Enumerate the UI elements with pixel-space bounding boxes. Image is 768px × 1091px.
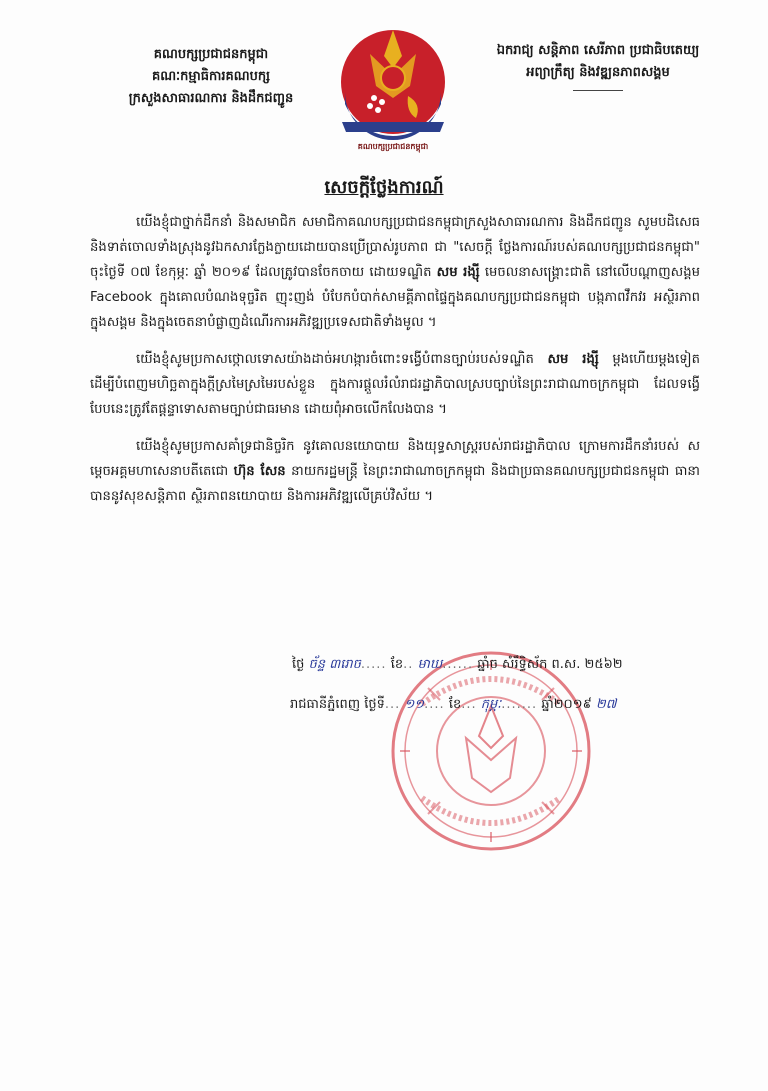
solar-month-label: ខែ <box>448 697 462 712</box>
statement-body <box>90 210 700 521</box>
header-left <box>96 44 326 110</box>
handwritten-initial: ២៧ <box>595 697 617 712</box>
p2-text-a: យើងខ្ញុំសូមប្រកាសថ្កោលទោសយ៉ាងដាច់អហង្ការចំពោះទង្វើបំពានច្បាប់របស់ទណ្ឌិត <box>136 352 548 367</box>
official-party-seal-stamp-icon <box>388 648 594 854</box>
lunar-day-value: ច័ន្ទ ៣រោច <box>308 657 361 672</box>
header-right-line2: អព្យាក្រឹត្យ និងវឌ្ឍនភាពសង្គម <box>526 65 670 80</box>
p1-name-bold: សម រង្ស៊ី <box>436 265 480 280</box>
header-right <box>448 40 748 91</box>
cpp-party-emblem-icon <box>336 26 450 142</box>
paragraph-3 <box>90 434 700 509</box>
lunar-month-label: ខែ <box>390 657 404 672</box>
document-title: សេចក្តីថ្លែងការណ៍ <box>324 177 444 198</box>
lunar-date-line: ថ្ងៃ ច័ន្ទ ៣រោច..... ខែ.. មាឃ...... ឆ្នាំច សំរឹទ្ធិស័ក ព.ស. ២៥៦២ <box>292 657 623 672</box>
header-left-line1: គណបក្សប្រជាជនកម្ពុជា <box>153 47 269 62</box>
header-left-line3: ក្រសួងសាធារណការ និងដឹកជញ្ជូន <box>128 91 294 106</box>
header-right-line1: ឯករាជ្យ សន្តិភាព សេរីភាព ប្រជាធិបតេយ្យ <box>496 43 700 58</box>
p3-text-a: យើងខ្ញុំសូមប្រកាសគាំទ្រជានិច្ចរិក នូវគោលនយោបាយ និងយុទ្ធសាស្ត្ររបស់រាជរដ្ឋាភិបាល ក្រោមការដឹកនាំរបស់ សម្តេចអគ្គមហាសេនាបតីតេជោ <box>90 439 700 479</box>
lunar-day-label: ថ្ងៃ <box>292 657 305 672</box>
solar-place-label: រាជធានីភ្នំពេញ ថ្ងៃទី <box>290 697 385 712</box>
logo-caption: គណបក្សប្រជាជនកម្ពុជា <box>357 142 429 151</box>
paragraph-1 <box>90 210 700 335</box>
p1-text-a: យើងខ្ញុំជាថ្នាក់ដឹកនាំ និងសមាជិក សមាជិកាគណបក្សប្រជាជនកម្ពុជាក្រសួងសាធារណការ និងដឹកជញ្ជូន សូមបដិសេធ និងទាត់ចោលទាំងស្រុងនូវឯកសារក្លែងក្លាយដោយបានប្រើប្រាស់រូបភាព ជា "សេចក្តី ថ្លែងការណ៍របស់គណបក្សប្រជាជនកម្ពុជា" ចុះថ្ងៃទី ០៧ ខែកុម្ភៈ ឆ្នាំ ២០១៩ ដែលត្រូវបានចែកចាយ ដោយទណ្ឌិត <box>90 215 700 280</box>
lunar-month-value: មាឃ <box>417 657 443 672</box>
p2-text-c: ម្តងហើយម្តងទៀត ដើម្បីបំពេញមហិច្ឆតាក្នុងក្តីស្រមៃស្រមៃរបស់ខ្លួន ក្នុងការផ្តួលរំលំរាជរដ្ឋាភិបាលស្របច្បាប់នៃព្រះរាជាណាចក្រកម្ពុជា ដែលទង្វើបែបនេះត្រូវតែផ្តន្ទាទោសតាមច្បាប់ជាធរមាន ដោយពុំអាចលើកលែងបាន ។ <box>90 352 700 417</box>
p3-name-bold: ហ៊ុន សែន <box>233 464 286 479</box>
p3-text-c: នាយករដ្ឋមន្ត្រី នៃព្រះរាជាណាចក្រកម្ពុជា និងជាប្រធានគណបក្សប្រជាជនកម្ពុជា ធានាបាននូវសុខសន្តិភាព ស្ថិរភាពនយោបាយ និងការអភិវឌ្ឍលើគ្រប់វិស័យ ។ <box>90 464 700 504</box>
header-divider <box>573 90 623 91</box>
p2-name-bold: សម រង្ស៊ី <box>547 352 599 367</box>
solar-month-value: កុម្ភៈ <box>480 697 502 712</box>
solar-date-line: រាជធានីភ្នំពេញ ថ្ងៃទី... ១១.... ខែ... កុម្ភៈ....... ឆ្នាំ២០១៩ ២៧ <box>290 697 617 712</box>
solar-year-label: ឆ្នាំ២០១៩ <box>541 697 592 712</box>
lunar-year-label: ឆ្នាំច សំរឹទ្ធិស័ក ព.ស. ២៥៦២ <box>477 657 623 672</box>
header-left-line2: គណៈកម្មាធិការគណបក្ស <box>152 69 270 84</box>
paragraph-2 <box>90 347 700 422</box>
p1-text-c: មេចលនាសង្គ្រោះជាតិ នៅលើបណ្តាញសង្គម Facebook ក្នុងគោលបំណងទុច្ចរិត ញុះញង់ បំបែកបំបាក់សាមគ្គីភាពផ្ទៃក្នុងគណបក្សប្រជាជនកម្ពុជា បង្កភាពវឹកវរ អស្ថិរភាព ក្នុងសង្គម និងក្នុងចេតនាបំផ្លាញដំណើរការអភិវឌ្ឍប្រទេសជាតិទាំងមូល ។ <box>90 265 700 330</box>
solar-day-value: ១១ <box>404 697 425 712</box>
